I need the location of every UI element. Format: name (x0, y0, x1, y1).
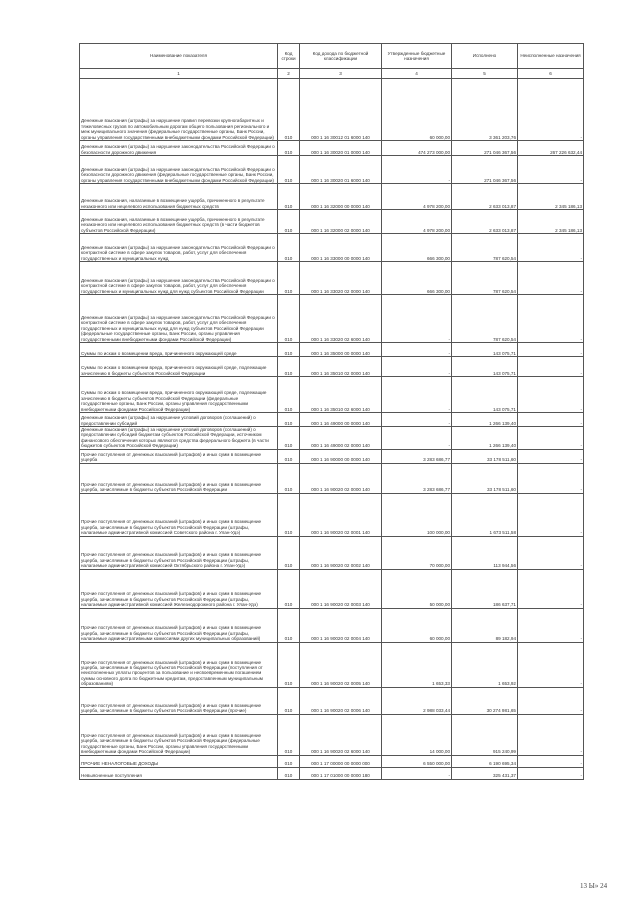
row-approved: 6 550 000,00 (382, 755, 452, 767)
row-approved: 1 653,33 (382, 642, 452, 687)
row-line-code: 010 (278, 156, 300, 184)
row-income-code: 000 1 16 90020 02 0006 140 (300, 687, 382, 714)
row-approved: 4 978 200,00 (382, 210, 452, 234)
row-executed: 787 620,54 (452, 234, 518, 262)
table-row (80, 184, 584, 210)
row-approved: 14 000,00 (382, 714, 452, 755)
row-approved: 3 283 686,77 (382, 463, 452, 493)
row-executed: 325 431,37 (452, 767, 518, 779)
row-executed: 33 178 511,60 (452, 463, 518, 493)
row-executed: 143 075,71 (452, 377, 518, 413)
column-number: 1 (80, 69, 278, 79)
row-income-code: 000 1 16 90020 02 0002 140 (300, 536, 382, 569)
row-unexecuted: - (518, 79, 584, 141)
row-line-code: 010 (278, 184, 300, 210)
row-name: Денежные взыскания (штрафы) за нарушение законодательства Российской Федерации о контрактной системе в сфере закупок товаров, работ, услуг для обеспечения государственных и муниципальных нужд (80, 234, 278, 262)
row-approved: 50 000,00 (382, 569, 452, 608)
row-line-code: 010 (278, 377, 300, 413)
row-unexecuted: 267 226 632,44 (518, 141, 584, 156)
row-name: Денежные взыскания (штрафы) за нарушение законодательства Российской Федерации о контрактной системе в сфере закупок товаров, работ, услуг для обеспечения государственных и муниципальных нужд для нужд субъектов Российской Федерации (80, 262, 278, 295)
row-line-code: 010 (278, 427, 300, 450)
row-income-code: 000 1 16 90020 02 6000 140 (300, 714, 382, 755)
row-line-code: 010 (278, 343, 300, 357)
row-name: Невыясненные поступления (80, 767, 278, 779)
table-row (80, 767, 584, 779)
row-line-code: 010 (278, 569, 300, 608)
column-number: 5 (452, 69, 518, 79)
row-income-code: 000 1 16 33000 00 0000 140 (300, 234, 382, 262)
row-income-code: 000 1 16 35010 02 6000 140 (300, 377, 382, 413)
page-number: 13 Ы» 24 (580, 882, 608, 890)
row-line-code: 010 (278, 755, 300, 767)
row-name: Денежные взыскания (штрафы) за нарушение правил перевозки крупногабаритных и тяжеловесных грузов по автомобильным дорогам общего пользования регионального и меж муниципального значения (федеральные государственные органы, Банк России, органы управления государственными внебюджетными фондами Российской Федерации) (80, 79, 278, 141)
row-unexecuted: - (518, 687, 584, 714)
row-unexecuted: - (518, 642, 584, 687)
column-number: 6 (518, 69, 584, 79)
table-row (80, 377, 584, 413)
row-unexecuted: - (518, 295, 584, 343)
row-income-code: 000 1 16 32000 02 0000 140 (300, 210, 382, 234)
row-unexecuted: - (518, 357, 584, 377)
row-line-code: 010 (278, 449, 300, 463)
row-name: Прочие поступления от денежных взысканий (штрафов) и иных сумм в возмещение ущерба, зачисляемые в бюджеты субъектов Российской Федерации (штрафы, налагаемые административной комиссией Железнодорожного района г. Улан-Удэ) (80, 569, 278, 608)
row-name: Прочие поступления от денежных взысканий (штрафов) и иных сумм в возмещение ущерба, зачисляемые в бюджеты субъектов Российской Федерации (штрафы, налагаемые административной комиссией Октябрьского района г. Улан-Удэ) (80, 536, 278, 569)
table-row (80, 608, 584, 642)
row-name: Прочие поступления от денежных взысканий (штрафов) и иных сумм в возмещение ущерба, зачисляемые в бюджеты субъектов Российской Федерации (штрафы, налагаемые административной комиссией Советского района г. Улан-Удэ) (80, 493, 278, 536)
table-row (80, 210, 584, 234)
row-name: Денежные взыскания (штрафы) за нарушение условий договоров (соглашений) о предоставлении субсидий (80, 413, 278, 427)
row-line-code: 010 (278, 767, 300, 779)
row-executed: 6 190 695,34 (452, 755, 518, 767)
row-approved: 666 300,00 (382, 234, 452, 262)
table-row (80, 413, 584, 427)
table-row (80, 427, 584, 450)
row-name: Денежные взыскания, налагаемые в возмещение ущерба, причиненного в результате незаконного или нецелевого использования бюджетных средств (80, 184, 278, 210)
row-line-code: 010 (278, 714, 300, 755)
row-income-code: 000 1 16 90020 02 0000 140 (300, 463, 382, 493)
row-unexecuted: - (518, 343, 584, 357)
row-income-code: 000 1 16 33020 02 0000 140 (300, 262, 382, 295)
header-unexecuted: Неисполненные назначения (518, 44, 584, 69)
row-executed: 143 075,71 (452, 357, 518, 377)
row-executed: 186 637,71 (452, 569, 518, 608)
row-approved: 60 000,00 (382, 79, 452, 141)
row-unexecuted: - (518, 413, 584, 427)
row-unexecuted: - (518, 156, 584, 184)
row-executed: 89 182,94 (452, 608, 518, 642)
row-executed: 915 240,99 (452, 714, 518, 755)
row-name: Денежные взыскания, налагаемые в возмещение ущерба, причиненного в результате незаконного или нецелевого использования бюджетных средств (в части бюджетов субъектов Российской Федерации) (80, 210, 278, 234)
row-unexecuted: - (518, 536, 584, 569)
row-name: Денежные взыскания (штрафы) за нарушение законодательства Российской Федерации о безопасности дорожного движения (федеральные государственные органы, Банк России, органы управления государственными внебюджетными фондами Российской Федерации) (80, 156, 278, 184)
row-executed: 1 653,92 (452, 642, 518, 687)
header-line-code: Код строки (278, 44, 300, 69)
row-executed: 1 266 139,40 (452, 413, 518, 427)
row-income-code: 000 1 16 35000 00 0000 140 (300, 343, 382, 357)
row-income-code: 000 1 16 30020 01 0000 140 (300, 141, 382, 156)
row-approved: 666 300,00 (382, 262, 452, 295)
table-row (80, 295, 584, 343)
row-executed: 787 620,54 (452, 262, 518, 295)
row-name: Прочие поступления от денежных взысканий (штрафов) и иных сумм в возмещение ущерба, зачисляемые в бюджеты субъектов Российской Федерации (штрафы, налагаемые административными комиссиями других муниципальных образований) (80, 608, 278, 642)
row-name: Прочие поступления от денежных взысканий (штрафов) и иных сумм в возмещение ущерба, зачисляемые в бюджеты субъектов Российской Федерации (федеральные государственные органы, Банк России, органы управления государственными внебюджетными фондами Российской Федерации) (80, 714, 278, 755)
row-line-code: 010 (278, 210, 300, 234)
table-row (80, 343, 584, 357)
row-approved: - (382, 377, 452, 413)
row-income-code: 000 1 16 35010 02 0000 140 (300, 357, 382, 377)
row-unexecuted: - (518, 449, 584, 463)
row-line-code: 010 (278, 608, 300, 642)
row-name: Прочие поступления от денежных взысканий (штрафов) и иных сумм в возмещение ущерба, зачисляемые в бюджеты субъектов Российской Федерации (поступления от неисполненных уплаты процентов за пользование и несвоевременным погашением суммы основного долга по бюджетным кредитам, предоставленным муниципальным образованиям) (80, 642, 278, 687)
table-row (80, 357, 584, 377)
table-header-row (80, 44, 584, 69)
column-number: 3 (300, 69, 382, 79)
row-name: Денежные взыскания (штрафы) за нарушение условий договоров (соглашений) о предоставлении субсидий бюджетам субъектов Российской Федерации, источником финансового обеспечения которых являются средства федерального бюджета (в части бюджетов субъектов Российской Федерации) (80, 427, 278, 450)
row-income-code: 000 1 16 30012 01 6000 140 (300, 79, 382, 141)
row-executed: 271 046 367,56 (452, 141, 518, 156)
header-approved: Утвержденные бюджетные назначения (382, 44, 452, 69)
row-approved: 60 000,00 (382, 608, 452, 642)
row-approved: - (382, 343, 452, 357)
row-unexecuted: - (518, 608, 584, 642)
row-approved: 474 273 000,00 (382, 141, 452, 156)
table-row (80, 156, 584, 184)
column-number-row (80, 69, 584, 79)
row-approved: 2 988 033,44 (382, 687, 452, 714)
row-income-code: 000 1 16 49000 02 0000 140 (300, 427, 382, 450)
row-line-code: 010 (278, 295, 300, 343)
row-approved: - (382, 357, 452, 377)
row-income-code: 000 1 17 00000 00 0000 000 (300, 755, 382, 767)
row-line-code: 010 (278, 234, 300, 262)
header-income-code: Код дохода по бюджетной классификации (300, 44, 382, 69)
header-indicator-name: Наименование показателя (80, 44, 278, 69)
row-line-code: 010 (278, 262, 300, 295)
row-name: Суммы по искам о возмещении вреда, причиненного окружающей среде, подлежащие зачислению в бюджеты субъектов Российской Федерации (федеральные государственные органы, Банк России, органы управления государственными внебюджетными фондами Российской Федерации) (80, 377, 278, 413)
row-unexecuted: - (518, 427, 584, 450)
row-income-code: 000 1 16 90000 00 0000 140 (300, 449, 382, 463)
row-income-code: 000 1 16 90020 02 0004 140 (300, 608, 382, 642)
row-unexecuted: - (518, 714, 584, 755)
row-executed: 113 944,56 (452, 536, 518, 569)
row-executed: 3 361 203,76 (452, 79, 518, 141)
row-income-code: 000 1 16 49000 00 0000 140 (300, 413, 382, 427)
row-income-code: 000 1 16 90020 02 0001 140 (300, 493, 382, 536)
row-approved: - (382, 295, 452, 343)
row-income-code: 000 1 17 01000 00 0000 180 (300, 767, 382, 779)
row-unexecuted: - (518, 755, 584, 767)
row-line-code: 010 (278, 536, 300, 569)
table-row (80, 687, 584, 714)
table-row (80, 234, 584, 262)
row-executed: 1 266 139,40 (452, 427, 518, 450)
header-executed: Исполнено (452, 44, 518, 69)
row-line-code: 010 (278, 79, 300, 141)
table-row (80, 642, 584, 687)
row-name: Суммы по искам о возмещении вреда, причиненного окружающей среде (80, 343, 278, 357)
row-unexecuted: - (518, 493, 584, 536)
row-unexecuted: - (518, 767, 584, 779)
row-executed: 271 046 367,56 (452, 156, 518, 184)
row-approved: - (382, 427, 452, 450)
row-income-code: 000 1 16 90020 02 0003 140 (300, 569, 382, 608)
row-name: Денежные взыскания (штрафы) за нарушение законодательства Российской Федерации о безопасности дорожного движения (80, 141, 278, 156)
row-name: Прочие поступления от денежных взысканий (штрафов) и иных сумм в возмещение ущерба, зачисляемые в бюджеты субъектов Российской Федерации (80, 463, 278, 493)
row-approved: 100 000,00 (382, 493, 452, 536)
row-unexecuted: - (518, 377, 584, 413)
budget-execution-table (79, 43, 584, 780)
table-row (80, 569, 584, 608)
row-income-code: 000 1 16 30020 01 6000 140 (300, 156, 382, 184)
row-unexecuted: - (518, 234, 584, 262)
row-executed: 33 178 511,60 (452, 449, 518, 463)
table-row (80, 449, 584, 463)
table-row (80, 755, 584, 767)
row-income-code: 000 1 16 90020 02 0005 140 (300, 642, 382, 687)
row-approved: 4 978 200,00 (382, 184, 452, 210)
row-executed: 30 274 981,65 (452, 687, 518, 714)
table-row (80, 463, 584, 493)
table-row (80, 536, 584, 569)
row-approved: 3 283 686,77 (382, 449, 452, 463)
row-unexecuted: - (518, 262, 584, 295)
row-name: ПРОЧИЕ НЕНАЛОГОВЫЕ ДОХОДЫ (80, 755, 278, 767)
row-line-code: 010 (278, 687, 300, 714)
row-income-code: 000 1 16 32000 00 0000 140 (300, 184, 382, 210)
table-row (80, 141, 584, 156)
row-executed: 2 633 013,87 (452, 184, 518, 210)
table-row (80, 714, 584, 755)
row-name: Денежные взыскания (штрафы) за нарушение законодательства Российской Федерации о контрактной системе в сфере закупок товаров, работ, услуг для обеспечения государственных и муниципальных нужд для нужд субъектов Российской Федерации (федеральные государственные органы, Банк России, органы управления государственными внебюджетными фондами Российской Федерации) (80, 295, 278, 343)
table-body (80, 79, 584, 780)
row-approved: 70 000,00 (382, 536, 452, 569)
row-name: Прочие поступления от денежных взысканий (штрафов) и иных сумм в возмещение ущерба (80, 449, 278, 463)
row-line-code: 010 (278, 141, 300, 156)
row-approved: - (382, 767, 452, 779)
row-executed: 787 620,54 (452, 295, 518, 343)
row-unexecuted: 2 345 186,13 (518, 210, 584, 234)
row-unexecuted: - (518, 463, 584, 493)
row-approved: - (382, 413, 452, 427)
row-unexecuted: 2 345 186,13 (518, 184, 584, 210)
row-income-code: 000 1 16 33020 02 6000 140 (300, 295, 382, 343)
row-approved: - (382, 156, 452, 184)
row-line-code: 010 (278, 642, 300, 687)
column-number: 4 (382, 69, 452, 79)
row-executed: 143 075,71 (452, 343, 518, 357)
row-line-code: 010 (278, 493, 300, 536)
row-unexecuted: - (518, 569, 584, 608)
table-row (80, 493, 584, 536)
row-line-code: 010 (278, 413, 300, 427)
row-name: Прочие поступления от денежных взысканий (штрафов) и иных сумм в возмещение ущерба, зачисляемые в бюджеты субъектов Российской Федерации (прочие) (80, 687, 278, 714)
row-name: Суммы по искам о возмещении вреда, причиненного окружающей среде, подлежащие зачислению в бюджеты субъектов Российской Федерации (80, 357, 278, 377)
table-row (80, 262, 584, 295)
column-number: 2 (278, 69, 300, 79)
row-executed: 2 633 013,87 (452, 210, 518, 234)
row-line-code: 010 (278, 463, 300, 493)
row-executed: 1 673 511,58 (452, 493, 518, 536)
table-row (80, 79, 584, 141)
row-line-code: 010 (278, 357, 300, 377)
